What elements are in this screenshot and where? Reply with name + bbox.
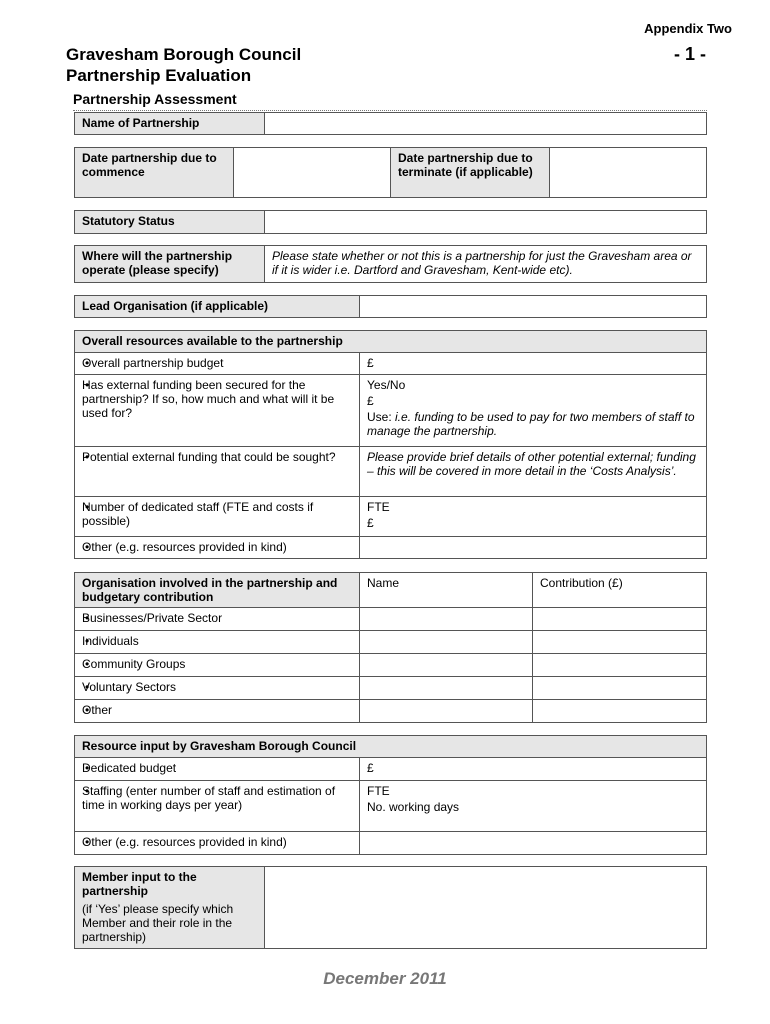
contribution-column-header: Contribution (£)	[533, 573, 707, 608]
section-title: Partnership Assessment	[73, 91, 237, 107]
other-resources-field[interactable]	[360, 537, 707, 559]
other-resources-label: • Other (e.g. resources provided in kind)	[75, 537, 360, 559]
org-contribution-field[interactable]	[533, 608, 707, 631]
footer-date: December 2011	[323, 969, 447, 988]
resources-heading: Overall resources available to the partnership	[75, 331, 707, 353]
org-name-field[interactable]	[360, 677, 533, 700]
terminate-field[interactable]	[550, 148, 707, 198]
org-contribution-field[interactable]	[533, 677, 707, 700]
yes-no-text: Yes/No	[367, 378, 406, 392]
table-row	[75, 677, 707, 700]
operate-table	[74, 245, 707, 283]
org-contribution-field[interactable]	[533, 654, 707, 677]
use-text	[367, 410, 699, 438]
name-of-partnership-label: Name of Partnership	[75, 113, 265, 135]
member-input-label-cell	[75, 867, 265, 949]
staffing-field[interactable]	[360, 781, 707, 832]
external-funding-field[interactable]	[360, 375, 707, 447]
operate-field[interactable]: Please state whether or not this is a partnership for just the Gravesham area or if it is wider i.e. Dartford and Gravesham, Kent-wide etc).	[265, 246, 707, 283]
operate-label: Where will the partnership operate (please specify)	[75, 246, 265, 283]
member-input-field[interactable]	[265, 867, 707, 949]
org-name-field[interactable]	[360, 700, 533, 723]
org-name-field[interactable]	[360, 654, 533, 677]
commence-label: Date partnership due to commence	[75, 148, 234, 198]
terminate-label: Date partnership due to terminate (if applicable)	[391, 148, 550, 198]
working-days-text: No. working days	[367, 800, 460, 814]
staffing-label: • Staffing (enter number of staff and estimation of time in working days per year)	[75, 781, 360, 832]
staff-field[interactable]	[360, 497, 707, 537]
member-input-note: (if ‘Yes’ please specify which Member and their role in the partnership)	[82, 902, 234, 944]
statutory-field[interactable]	[265, 211, 707, 234]
org-row-label: • Businesses/Private Sector	[75, 608, 360, 631]
org-contribution-field[interactable]	[533, 700, 707, 723]
title-council: Gravesham Borough Council	[66, 45, 302, 64]
table-row	[75, 375, 707, 447]
organisations-heading: Organisation involved in the partnership and budgetary contribution	[75, 573, 360, 608]
gbc-other-field[interactable]	[360, 832, 707, 855]
member-input-table	[74, 866, 707, 949]
statutory-label: Statutory Status	[75, 211, 265, 234]
org-name-field[interactable]	[360, 631, 533, 654]
fte-text: FTE	[367, 784, 390, 798]
table-row	[75, 497, 707, 537]
resources-table	[74, 330, 707, 559]
name-column-header: Name	[360, 573, 533, 608]
lead-table	[74, 295, 707, 318]
use-prefix: Use:	[367, 410, 396, 424]
dedicated-budget-field[interactable]: £	[360, 758, 707, 781]
gbc-other-label: • Other (e.g. resources provided in kind)	[75, 832, 360, 855]
external-funding-label: • Has external funding been secured for the partnership? If so, how much and what will it be used for?	[75, 375, 360, 447]
budget-label: • Overall partnership budget	[75, 353, 360, 375]
name-of-partnership-table	[74, 112, 707, 135]
table-row	[75, 832, 707, 855]
org-contribution-field[interactable]	[533, 631, 707, 654]
dates-table	[74, 147, 707, 198]
org-row-label: • Other	[75, 700, 360, 723]
pound-sign: £	[367, 516, 374, 530]
table-row	[75, 447, 707, 497]
dotted-divider	[73, 110, 707, 111]
fte-text: FTE	[367, 500, 390, 514]
potential-funding-field[interactable]: Please provide brief details of other potential external; funding – this will be covered in more detail in the ‘Costs Analysis’.	[360, 447, 707, 497]
statutory-table	[74, 210, 707, 234]
table-row	[75, 654, 707, 677]
appendix-label: Appendix Two	[644, 21, 732, 36]
lead-label: Lead Organisation (if applicable)	[75, 296, 360, 318]
organisations-table	[74, 572, 707, 723]
use-guidance: i.e. funding to be used to pay for two members of staff to manage the partnership.	[367, 410, 695, 438]
commence-field[interactable]	[234, 148, 391, 198]
table-row	[75, 758, 707, 781]
dedicated-budget-label: • Dedicated budget	[75, 758, 360, 781]
page-number: - 1 -	[673, 44, 706, 64]
name-of-partnership-field[interactable]	[265, 113, 707, 135]
gbc-resources-table	[74, 735, 707, 855]
org-row-label: • Individuals	[75, 631, 360, 654]
potential-funding-label: • Potential external funding that could be sought?	[75, 447, 360, 497]
staff-label: • Number of dedicated staff (FTE and costs if possible)	[75, 497, 360, 537]
table-row	[75, 700, 707, 723]
member-input-label: Member input to the partnership	[82, 870, 197, 898]
pound-sign: £	[367, 394, 374, 408]
budget-field[interactable]: £	[360, 353, 707, 375]
org-row-label: • Voluntary Sectors	[75, 677, 360, 700]
table-row	[75, 537, 707, 559]
title-evaluation: Partnership Evaluation	[66, 66, 252, 85]
org-name-field[interactable]	[360, 608, 533, 631]
table-row	[75, 781, 707, 832]
org-row-label: • Community Groups	[75, 654, 360, 677]
table-row	[75, 631, 707, 654]
gbc-heading: Resource input by Gravesham Borough Council	[75, 736, 707, 758]
table-row	[75, 353, 707, 375]
document-title	[66, 44, 301, 86]
table-row	[75, 608, 707, 631]
lead-field[interactable]	[360, 296, 707, 318]
